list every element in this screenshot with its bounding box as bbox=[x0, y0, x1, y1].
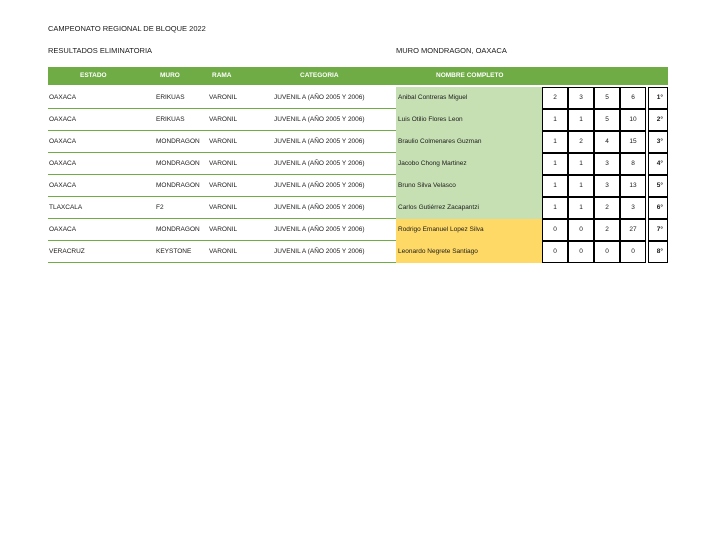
place-cell: 6° bbox=[648, 197, 668, 219]
score-cell: 1 bbox=[568, 109, 594, 131]
cell-estado: OAXACA bbox=[49, 138, 77, 145]
cell-estado: OAXACA bbox=[49, 94, 77, 101]
nombre-text: Luis Otilio Flores Leon bbox=[398, 116, 463, 123]
score-cell: 6 bbox=[620, 87, 646, 109]
page-title: CAMPEONATO REGIONAL DE BLOQUE 2022 bbox=[48, 24, 206, 33]
cell-muro: ERIKUAS bbox=[156, 94, 185, 101]
score-cell: 3 bbox=[594, 175, 620, 197]
nombre-text: Rodrigo Emanuel Lopez Silva bbox=[398, 226, 484, 233]
score-cell: 1 bbox=[542, 131, 568, 153]
score-cell: 1 bbox=[542, 109, 568, 131]
table-row bbox=[48, 219, 668, 241]
cell-rama: VARONIL bbox=[209, 182, 238, 189]
table-row bbox=[48, 87, 668, 109]
cell-nombre bbox=[396, 87, 542, 109]
score-cell: 2 bbox=[542, 87, 568, 109]
cell-muro: MONDRAGON bbox=[156, 182, 200, 189]
score-cell: 1 bbox=[542, 153, 568, 175]
score-cell: 0 bbox=[542, 219, 568, 241]
nombre-text: Jacobo Chong Martinez bbox=[398, 160, 467, 167]
place-cell: 2° bbox=[648, 109, 668, 131]
cell-rama: VARONIL bbox=[209, 226, 238, 233]
cell-nombre bbox=[396, 241, 542, 263]
place-cell: 4° bbox=[648, 153, 668, 175]
table-header bbox=[48, 67, 668, 85]
score-cell: 4 bbox=[594, 131, 620, 153]
cell-muro: ERIKUAS bbox=[156, 116, 185, 123]
cell-estado: OAXACA bbox=[49, 182, 77, 189]
header-categoria: CATEGORIA bbox=[300, 72, 339, 79]
cell-categoria: JUVENIL A (AÑO 2005 Y 2006) bbox=[274, 204, 365, 211]
score-cell: 2 bbox=[568, 131, 594, 153]
cell-categoria: JUVENIL A (AÑO 2005 Y 2006) bbox=[274, 94, 365, 101]
place-cell: 8° bbox=[648, 241, 668, 263]
nombre-text: Braulio Colmenares Guzman bbox=[398, 138, 482, 145]
score-cell: 3 bbox=[594, 153, 620, 175]
header-rama: RAMA bbox=[212, 72, 232, 79]
cell-estado: OAXACA bbox=[49, 116, 77, 123]
nombre-text: Leonardo Negrete Santiago bbox=[398, 248, 478, 255]
header-nombre: NOMBRE COMPLETO bbox=[436, 72, 504, 79]
score-cell: 27 bbox=[620, 219, 646, 241]
score-cell: 2 bbox=[594, 197, 620, 219]
score-cell: 0 bbox=[542, 241, 568, 263]
score-cell: 10 bbox=[620, 109, 646, 131]
place-cell: 3° bbox=[648, 131, 668, 153]
score-cell: 1 bbox=[542, 175, 568, 197]
cell-rama: VARONIL bbox=[209, 248, 238, 255]
score-cell: 15 bbox=[620, 131, 646, 153]
score-cell: 13 bbox=[620, 175, 646, 197]
cell-rama: VARONIL bbox=[209, 138, 238, 145]
score-cell: 8 bbox=[620, 153, 646, 175]
score-cell: 1 bbox=[568, 175, 594, 197]
cell-nombre bbox=[396, 109, 542, 131]
cell-rama: VARONIL bbox=[209, 160, 238, 167]
table-row bbox=[48, 197, 668, 219]
page-subtitle: RESULTADOS ELIMINATORIA bbox=[48, 46, 153, 55]
nombre-text: Anibal Contreras Miguel bbox=[398, 94, 468, 101]
cell-rama: VARONIL bbox=[209, 94, 238, 101]
score-cell: 1 bbox=[542, 197, 568, 219]
score-cell: 5 bbox=[594, 87, 620, 109]
cell-nombre bbox=[396, 131, 542, 153]
score-cell: 3 bbox=[620, 197, 646, 219]
cell-muro: F2 bbox=[156, 204, 164, 211]
cell-nombre bbox=[396, 219, 542, 241]
cell-categoria: JUVENIL A (AÑO 2005 Y 2006) bbox=[274, 160, 365, 167]
cell-muro: MONDRAGON bbox=[156, 138, 200, 145]
score-cell: 1 bbox=[568, 153, 594, 175]
score-cell: 0 bbox=[594, 241, 620, 263]
cell-muro: MONDRAGON bbox=[156, 160, 200, 167]
score-cell: 3 bbox=[568, 87, 594, 109]
score-cell: 0 bbox=[568, 219, 594, 241]
cell-muro: KEYSTONE bbox=[156, 248, 192, 255]
score-cell: 1 bbox=[568, 197, 594, 219]
score-cell: 2 bbox=[594, 219, 620, 241]
row-divider bbox=[48, 262, 396, 263]
header-estado: ESTADO bbox=[80, 72, 107, 79]
table-row bbox=[48, 175, 668, 197]
cell-nombre bbox=[396, 175, 542, 197]
table-row bbox=[48, 109, 668, 131]
table-row bbox=[48, 241, 668, 263]
nombre-text: Carlos Gutiérrez Zacapantzi bbox=[398, 204, 479, 211]
score-cell: 0 bbox=[620, 241, 646, 263]
cell-categoria: JUVENIL A (AÑO 2005 Y 2006) bbox=[274, 116, 365, 123]
cell-estado: TLAXCALA bbox=[49, 204, 83, 211]
header-muro: MURO bbox=[160, 72, 180, 79]
cell-estado: VERACRUZ bbox=[49, 248, 85, 255]
cell-nombre bbox=[396, 197, 542, 219]
table-row bbox=[48, 153, 668, 175]
venue-location: MURO MONDRAGON, OAXACA bbox=[396, 46, 507, 55]
score-cell: 5 bbox=[594, 109, 620, 131]
cell-estado: OAXACA bbox=[49, 226, 77, 233]
place-cell: 5° bbox=[648, 175, 668, 197]
nombre-text: Bruno Silva Velasco bbox=[398, 182, 456, 189]
cell-categoria: JUVENIL A (AÑO 2005 Y 2006) bbox=[274, 182, 365, 189]
cell-categoria: JUVENIL A (AÑO 2005 Y 2006) bbox=[274, 138, 365, 145]
cell-muro: MONDRAGON bbox=[156, 226, 200, 233]
cell-nombre bbox=[396, 153, 542, 175]
table-row bbox=[48, 131, 668, 153]
cell-rama: VARONIL bbox=[209, 204, 238, 211]
cell-categoria: JUVENIL A (AÑO 2005 Y 2006) bbox=[274, 248, 365, 255]
cell-rama: VARONIL bbox=[209, 116, 238, 123]
score-cell: 0 bbox=[568, 241, 594, 263]
place-cell: 7° bbox=[648, 219, 668, 241]
cell-categoria: JUVENIL A (AÑO 2005 Y 2006) bbox=[274, 226, 365, 233]
cell-estado: OAXACA bbox=[49, 160, 77, 167]
place-cell: 1° bbox=[648, 87, 668, 109]
